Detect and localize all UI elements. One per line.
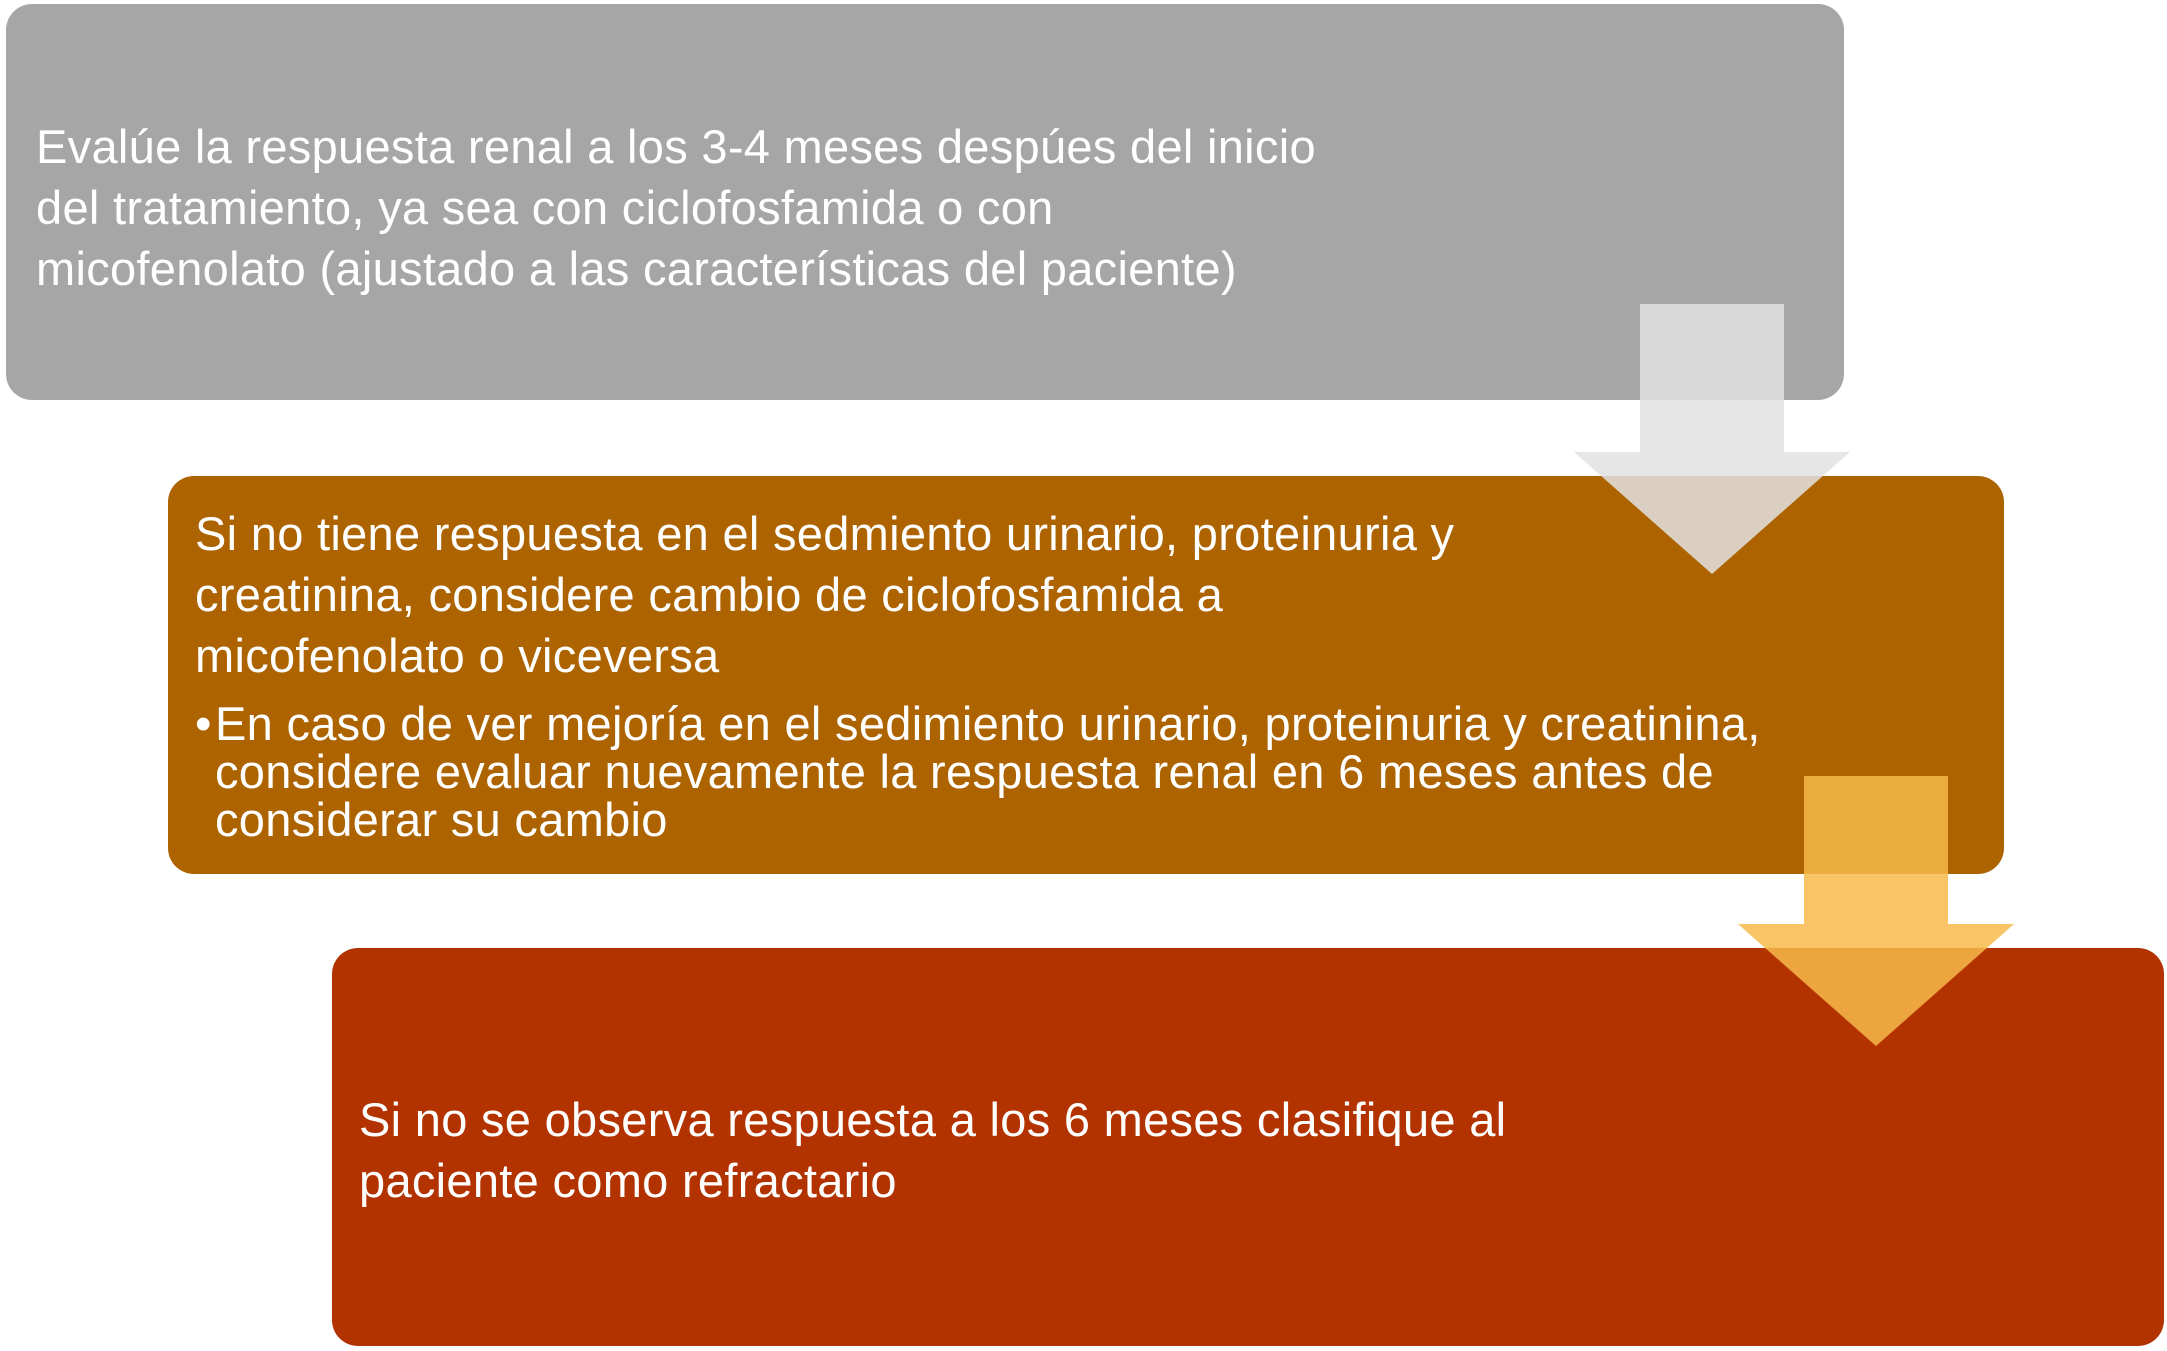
step-2-text: Si no tiene respuesta en el sedmiento urinario, proteinuria y creatinina, considere cambio de ciclofosfamida a micofenolato o viceversa — [195, 507, 1455, 682]
step-2-bullet-text: En caso de ver mejoría en el sedimiento urinario, proteinuria y creatinina, considere evaluar nuevamente la respuesta renal en 6 meses antes de considerar su cambio — [215, 697, 1761, 846]
step-1-text: Evalúe la respuesta renal a los 3-4 meses despúes del inicio del tratamiento, ya sea con ciclofosfamida o con micofenolato (ajustado a las características del paciente) — [36, 120, 1316, 295]
step-3-text: Si no se observa respuesta a los 6 meses clasifique al paciente como refractario — [359, 1093, 1507, 1207]
down-arrow-icon — [1738, 776, 2014, 1046]
step-1-box — [6, 4, 1844, 400]
bullet-symbol: • — [195, 697, 212, 750]
down-arrow-icon — [1574, 304, 1850, 574]
step-2-bullet — [195, 697, 2004, 846]
